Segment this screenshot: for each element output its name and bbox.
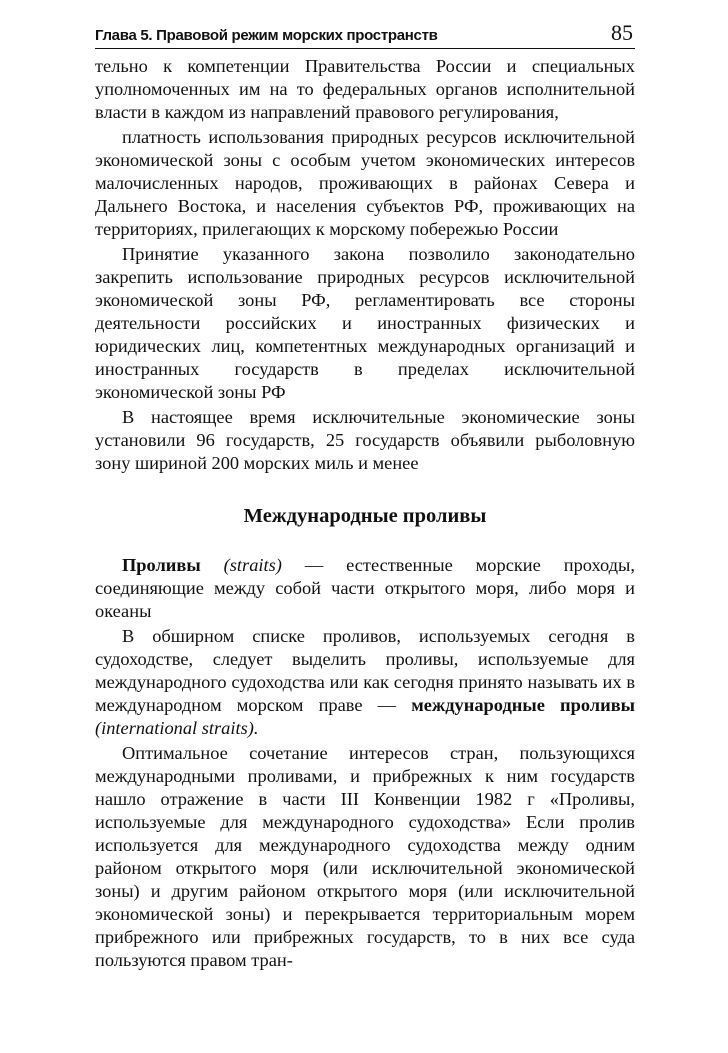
paragraph-continuation: тельно к компетенции Правительства России и специальных уполномоченных им на то федеральных органов исполнительной власти в каждом из направлений правового регулирования, — [95, 56, 635, 122]
running-header — [95, 18, 635, 49]
page-number: 85 — [611, 20, 633, 45]
paragraph-straits-definition — [95, 554, 635, 623]
foreign-term-international-straits: (international straits). — [95, 718, 259, 738]
paragraph-fee-usage: платность использования природных ресурсов исключительной экономической зоны с особым учетом экономических интересов малочисленных народов, проживающих в районах Севера и Дальнего Востока, и населения субъектов РФ, проживающих на территориях, прилегающих к морскому побережью России — [95, 127, 635, 239]
paragraph-international-straits-text: В обширном списке проливов, используемых сегодня в судоходстве, следует выделить проливы, используемые для международного судоходства или как сегодня принято называть их в международном морском праве — — [95, 626, 635, 715]
chapter-title: Глава 5. Правовой режим морских пространств — [95, 27, 438, 44]
paragraph-convention: Оптимальное сочетание интересов стран, пользующихся международными проливами, и прибрежных к ним государств нашло отражение в части III Конвенции 1982 г «Проливы, используемые для международного судоходства» Если пролив используется для международного судоходства между одним районом открытого моря (или исключительной экономической зоны) и другим районом открытого моря (или исключительной экономической зоны) и перекрывается территориальным морем прибрежного или прибрежных государств, то в них все суда пользуются правом тран- — [95, 743, 635, 970]
foreign-term-straits: (straits) — [223, 555, 282, 575]
section-heading: Международные проливы — [243, 505, 487, 527]
term-straits: Проливы — [122, 555, 201, 575]
term-international-straits: международные проливы — [411, 695, 635, 715]
paragraph-current-zones: В настоящее время исключительные экономические зоны установили 96 государств, 25 государств объявили рыболовную зону шириной 200 морских миль и менее — [95, 407, 635, 473]
paragraph-international-straits — [95, 625, 635, 740]
paragraph-law-adoption: Принятие указанного закона позволило законодательно закрепить использование природных ресурсов исключительной экономической зоны РФ, регламентировать все стороны деятельности российских и иностранных физических и юридических лиц, компетентных международных организаций и иностранных государств в пределах исключительной экономической зоны РФ — [95, 244, 635, 402]
definition-text: — естественные морские проходы, соединяющие между собой части открытого моря, либо моря и океаны — [95, 555, 635, 621]
book-page — [95, 18, 635, 974]
body-text — [95, 55, 635, 972]
